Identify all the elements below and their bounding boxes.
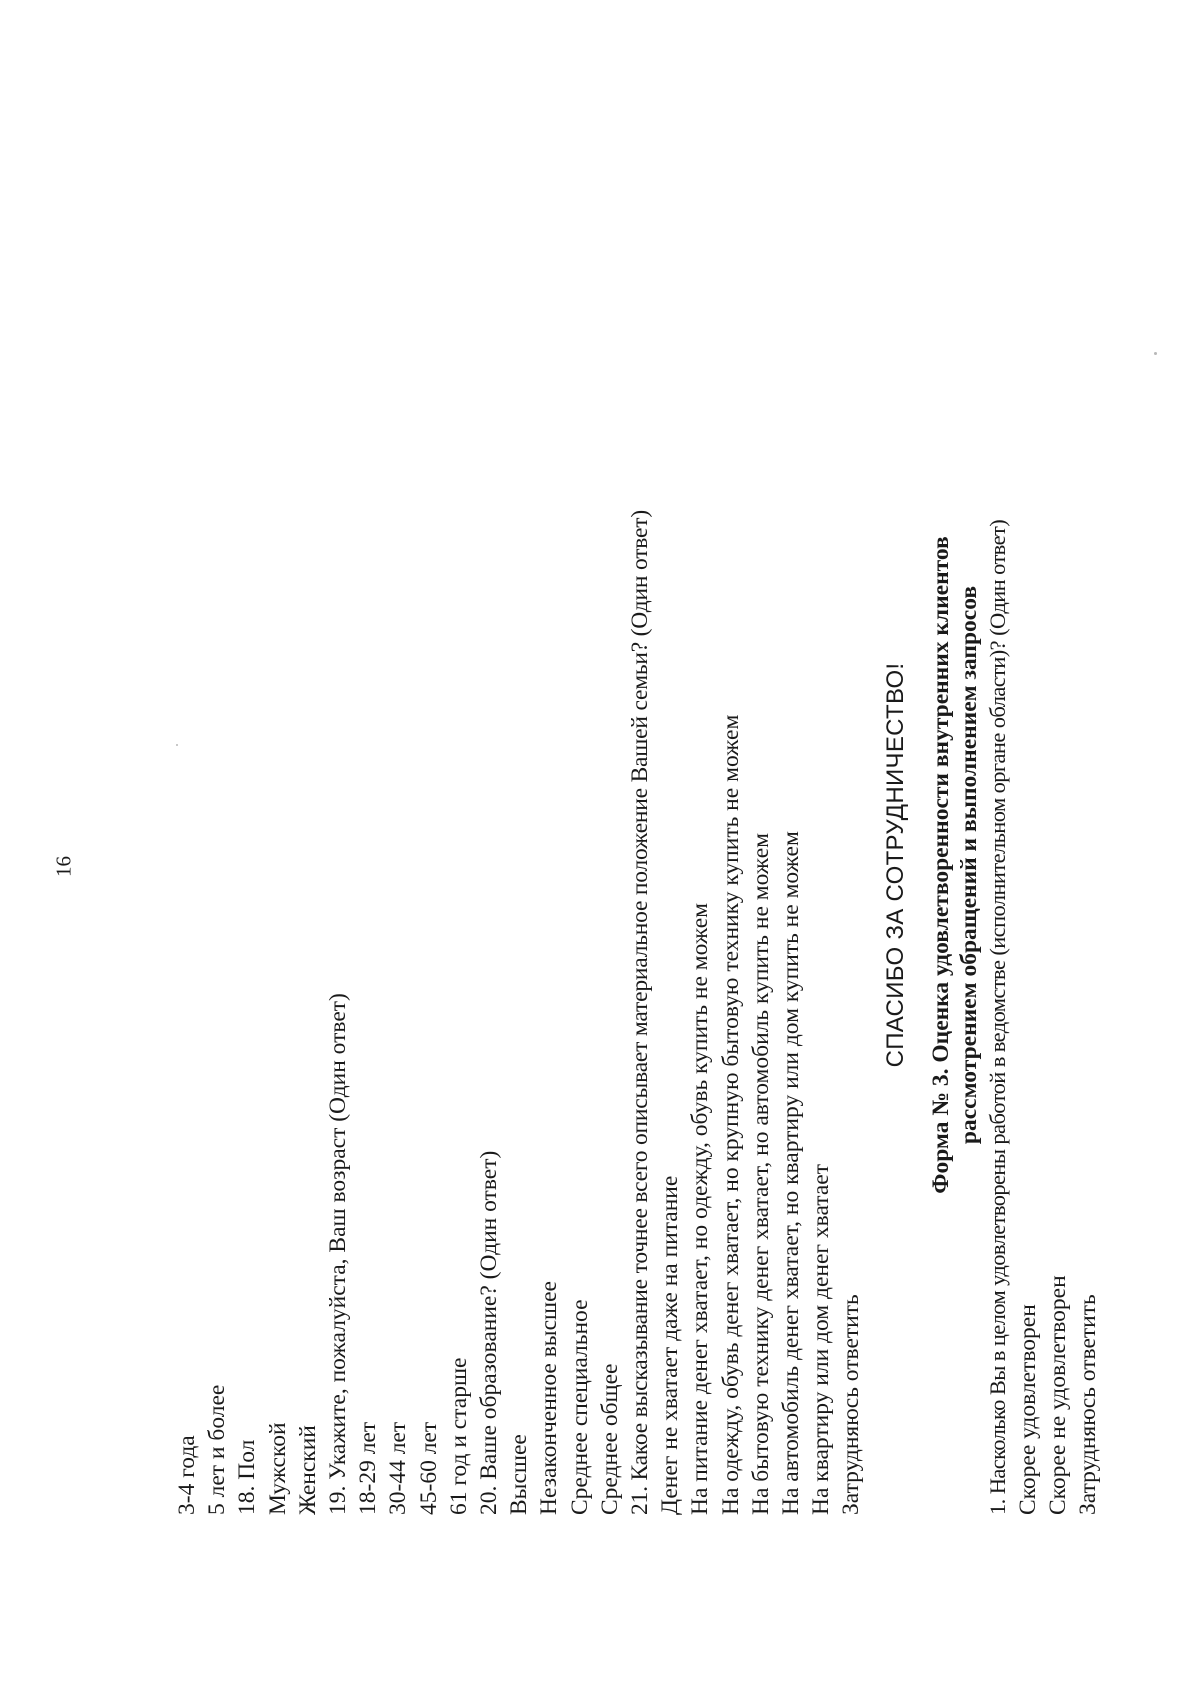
form3-question-block (983, 215, 1104, 1515)
questionnaire-section (172, 215, 867, 1515)
thanks-message: СПАСИБО ЗА СОТРУДНИЧЕСТВО! (881, 662, 909, 1068)
rotated-page-content (172, 215, 1102, 1515)
answer-option: 3-4 года (174, 1435, 200, 1515)
answer-option: 45-60 лет (415, 1421, 442, 1515)
page-number: 16 (51, 856, 76, 877)
form-title-line-2: рассмотрением обращений и выполнением запросов (955, 585, 982, 1145)
answer-option: 30-44 лет (385, 1421, 412, 1515)
answer-option: Мужской (264, 1422, 291, 1515)
answer-option: Среднее специальное (566, 1299, 593, 1515)
question-heading: 20. Ваше образование? (Один ответ) (476, 1150, 503, 1515)
answer-option: Женский (294, 1425, 321, 1515)
answer-option: Затрудняюсь ответить (838, 1294, 865, 1515)
answer-option: 18-29 лет (355, 1421, 382, 1515)
question-heading: 1. Насколько Вы в целом удовлетворены работой в ведомстве (исполнительном органе области)? (Один ответ) (984, 519, 1010, 1515)
answer-option: Затрудняюсь ответить (1075, 1294, 1102, 1515)
scan-speck (1154, 352, 1157, 355)
answer-option: На бытовую технику денег хватает, но автомобиль купить не можем (747, 832, 774, 1515)
question-heading: 19. Укажите, пожалуйста, Ваш возраст (Один ответ) (325, 993, 352, 1515)
answer-option: Высшее (506, 1434, 533, 1515)
answer-option: На питание денег хватает, но одежду, обувь купить не можем (687, 902, 714, 1515)
question-heading: 18. Пол (234, 1439, 261, 1515)
form-title-line-1: Форма № 3. Оценка удовлетворенности внутренних клиентов (927, 536, 954, 1194)
form-title (927, 215, 983, 1515)
answer-option: Скорее не удовлетворен (1045, 1275, 1072, 1515)
answer-option: На квартиру или дом денег хватает (808, 1164, 835, 1515)
answer-option: Незаконченное высшее (536, 1281, 563, 1515)
answer-option: Среднее общее (596, 1363, 623, 1515)
answer-option: Скорее удовлетворен (1015, 1304, 1042, 1515)
answer-option: 61 год и старше (445, 1357, 472, 1515)
answer-option: На одежду, обувь денег хватает, но крупную бытовую технику купить не можем (717, 714, 744, 1515)
answer-option: На автомобиль денег хватает, но квартиру или дом купить не можем (778, 831, 805, 1515)
question-heading: 21. Какое высказывание точнее всего описывает материальное положение Вашей семьи? (Один ответ) (627, 510, 654, 1515)
scan-speck (176, 744, 178, 746)
answer-option: 5 лет и более (204, 1384, 231, 1515)
answer-option: Денег не хватает даже на питание (657, 1175, 684, 1515)
